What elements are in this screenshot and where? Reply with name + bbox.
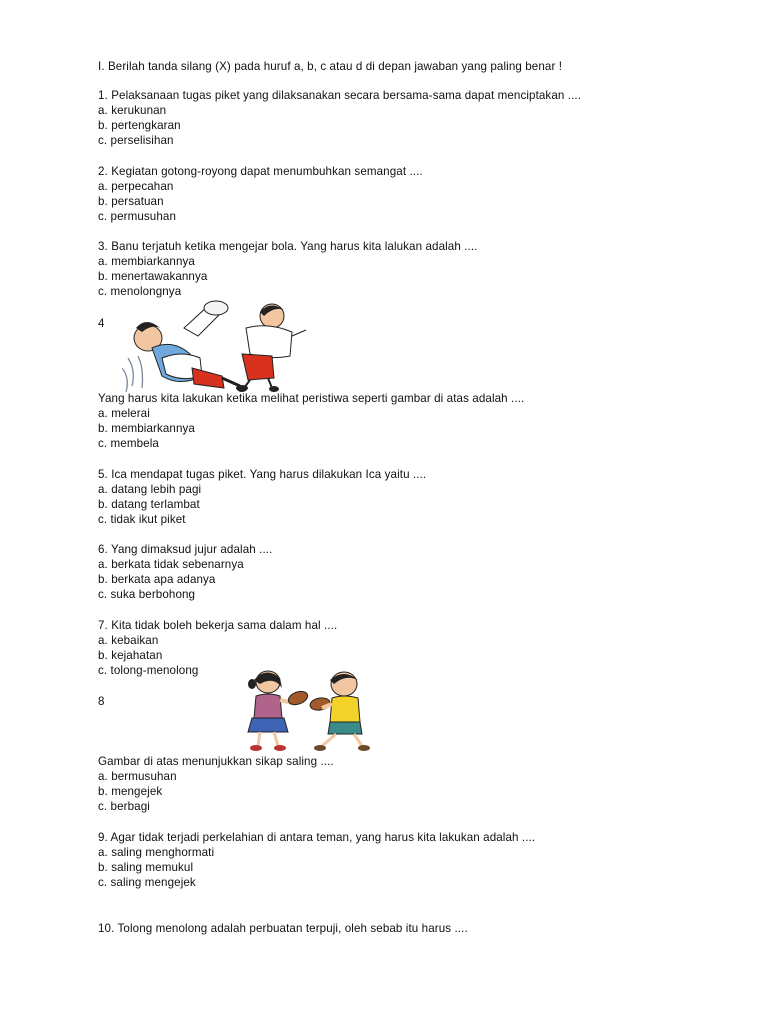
two-children-sharing-bread-illustration: [238, 666, 388, 756]
question-2-option-b: b. persatuan: [98, 195, 164, 208]
question-2-option-a: a. perpecahan: [98, 180, 174, 193]
question-3-text: 3. Banu terjatuh ketika mengejar bola. Yang harus kita lalukan adalah ....: [98, 240, 478, 253]
question-7-option-c: c. tolong-menolong: [98, 664, 199, 677]
question-4-option-c: c. membela: [98, 437, 159, 450]
question-5-text: 5. Ica mendapat tugas piket. Yang harus dilakukan Ica yaitu ....: [98, 468, 427, 481]
question-6-text: 6. Yang dimaksud jujur adalah ....: [98, 543, 273, 556]
question-10-text: 10. Tolong menolong adalah perbuatan terpuji, oleh sebab itu harus ....: [98, 922, 468, 935]
question-7-option-a: a. kebaikan: [98, 634, 159, 647]
question-4-option-a: a. melerai: [98, 407, 150, 420]
question-3-option-c: c. menolongnya: [98, 285, 182, 298]
question-7-option-b: b. kejahatan: [98, 649, 163, 662]
question-1-text: 1. Pelaksanaan tugas piket yang dilaksanakan secara bersama-sama dapat menciptakan ....: [98, 89, 582, 102]
question-4-text: Yang harus kita lakukan ketika melihat peristiwa seperti gambar di atas adalah ....: [98, 392, 525, 405]
question-6-option-c: c. suka berbohong: [98, 588, 196, 601]
question-9-option-a: a. saling menghormati: [98, 846, 215, 859]
question-5-option-a: a. datang lebih pagi: [98, 483, 202, 496]
question-1-option-c: c. perselisihan: [98, 134, 174, 147]
question-4-option-b: b. membiarkannya: [98, 422, 195, 435]
question-8-number: 8: [98, 695, 105, 708]
question-4-number: 4: [98, 317, 105, 330]
question-5-option-c: c. tidak ikut piket: [98, 513, 186, 526]
question-8-option-a: a. bermusuhan: [98, 770, 177, 783]
question-6-option-b: b. berkata apa adanya: [98, 573, 216, 586]
question-1-option-a: a. kerukunan: [98, 104, 167, 117]
question-2-text: 2. Kegiatan gotong-royong dapat menumbuhkan semangat ....: [98, 165, 423, 178]
question-3-option-b: b. menertawakannya: [98, 270, 208, 283]
question-6-option-a: a. berkata tidak sebenarnya: [98, 558, 244, 571]
question-1-option-b: b. pertengkaran: [98, 119, 181, 132]
question-3-option-a: a. membiarkannya: [98, 255, 195, 268]
question-8-option-c: c. berbagi: [98, 800, 150, 813]
question-9-text: 9. Agar tidak terjadi perkelahian di antara teman, yang harus kita lakukan adalah ....: [98, 831, 536, 844]
two-boys-fighting-illustration: [122, 298, 308, 394]
question-8-text: Gambar di atas menunjukkan sikap saling ....: [98, 755, 334, 768]
question-8-option-b: b. mengejek: [98, 785, 163, 798]
question-9-option-c: c. saling mengejek: [98, 876, 196, 889]
question-2-option-c: c. permusuhan: [98, 210, 176, 223]
question-9-option-b: b. saling memukul: [98, 861, 194, 874]
question-7-text: 7. Kita tidak boleh bekerja sama dalam hal ....: [98, 619, 338, 632]
question-5-option-b: b. datang terlambat: [98, 498, 200, 511]
instruction-text: I. Berilah tanda silang (X) pada huruf a, b, c atau d di depan jawaban yang paling benar !: [98, 60, 563, 73]
